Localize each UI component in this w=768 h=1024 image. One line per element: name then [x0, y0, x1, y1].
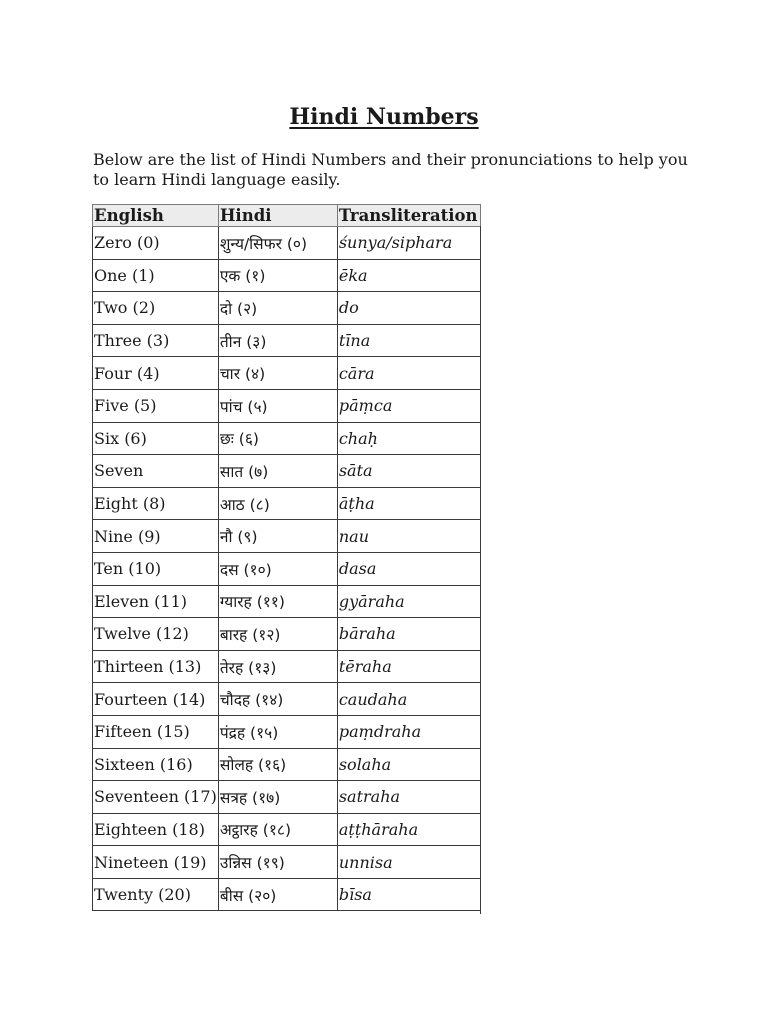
cell-transliteration: aṭṭhāraha — [337, 813, 480, 846]
table-row — [93, 324, 481, 357]
table-row — [93, 552, 481, 585]
cell-transliteration: unnisa — [337, 846, 480, 879]
cell-hindi: तीन (३) — [218, 324, 337, 357]
table-row — [93, 487, 481, 520]
table-row — [93, 781, 481, 814]
table-row — [93, 259, 481, 292]
cell-transliteration: solaha — [337, 748, 480, 781]
table-row — [93, 846, 481, 879]
cell-english: Thirteen (13) — [93, 650, 219, 683]
cell-transliteration: do — [337, 292, 480, 325]
cell-transliteration: paṃdraha — [337, 715, 480, 748]
cell-transliteration: śunya/siphara — [337, 227, 480, 260]
table-row — [93, 715, 481, 748]
cell-transliteration: ēka — [337, 259, 480, 292]
page-title: Hindi Numbers — [289, 104, 479, 130]
cell-hindi: पंद्रह (१५) — [218, 715, 337, 748]
cell-english: Zero (0) — [93, 227, 219, 260]
cell-hindi: चौदह (१४) — [218, 683, 337, 716]
cell-english: Eight (8) — [93, 487, 219, 520]
cell-hindi: चार (४) — [218, 357, 337, 390]
table-row — [93, 455, 481, 488]
cell-hindi: दस (१०) — [218, 552, 337, 585]
table-row — [93, 618, 481, 651]
cell-english: Four (4) — [93, 357, 219, 390]
cell-hindi: पांच (५) — [218, 389, 337, 422]
cell-hindi: तेरह (१३) — [218, 650, 337, 683]
table-row — [93, 520, 481, 553]
cell-hindi: सोलह (१६) — [218, 748, 337, 781]
table-row — [93, 813, 481, 846]
cell-english: Six (6) — [93, 422, 219, 455]
cell-english: One (1) — [93, 259, 219, 292]
hindi-numbers-table — [92, 204, 481, 911]
cell-hindi: शुन्य/सिफर (०) — [218, 227, 337, 260]
table-side-rule — [480, 226, 481, 914]
cell-english: Three (3) — [93, 324, 219, 357]
cell-hindi: नौ (९) — [218, 520, 337, 553]
cell-hindi: एक (१) — [218, 259, 337, 292]
cell-english: Fifteen (15) — [93, 715, 219, 748]
table-body — [93, 227, 481, 911]
table-row — [93, 227, 481, 260]
table-row — [93, 357, 481, 390]
cell-transliteration: bāraha — [337, 618, 480, 651]
cell-english: Seventeen (17) — [93, 781, 219, 814]
cell-hindi: उन्निस (१९) — [218, 846, 337, 879]
cell-english: Fourteen (14) — [93, 683, 219, 716]
table-row — [93, 683, 481, 716]
cell-transliteration: pāṃca — [337, 389, 480, 422]
cell-english: Ten (10) — [93, 552, 219, 585]
table-row — [93, 878, 481, 911]
cell-english: Twenty (20) — [93, 878, 219, 911]
header-transliteration: Transliteration — [337, 205, 480, 227]
header-english: English — [93, 205, 219, 227]
cell-english: Two (2) — [93, 292, 219, 325]
table-row — [93, 422, 481, 455]
cell-english: Five (5) — [93, 389, 219, 422]
table-row — [93, 748, 481, 781]
cell-english: Eighteen (18) — [93, 813, 219, 846]
cell-transliteration: dasa — [337, 552, 480, 585]
cell-english: Sixteen (16) — [93, 748, 219, 781]
cell-hindi: दो (२) — [218, 292, 337, 325]
cell-transliteration: cāra — [337, 357, 480, 390]
cell-hindi: सत्रह (१७) — [218, 781, 337, 814]
cell-english: Twelve (12) — [93, 618, 219, 651]
cell-transliteration: sāta — [337, 455, 480, 488]
cell-hindi: अट्ठारह (१८) — [218, 813, 337, 846]
cell-transliteration: gyāraha — [337, 585, 480, 618]
cell-hindi: छः (६) — [218, 422, 337, 455]
cell-transliteration: satraha — [337, 781, 480, 814]
cell-transliteration: tēraha — [337, 650, 480, 683]
header-row — [93, 205, 481, 227]
cell-hindi: ग्यारह (११) — [218, 585, 337, 618]
table-header — [93, 205, 481, 227]
cell-transliteration: caudaha — [337, 683, 480, 716]
table-row — [93, 389, 481, 422]
cell-hindi: आठ (८) — [218, 487, 337, 520]
cell-english: Nine (9) — [93, 520, 219, 553]
cell-english: Seven — [93, 455, 219, 488]
cell-hindi: बारह (१२) — [218, 618, 337, 651]
cell-transliteration: tīna — [337, 324, 480, 357]
cell-transliteration: bīsa — [337, 878, 480, 911]
cell-transliteration: āṭha — [337, 487, 480, 520]
cell-english: Nineteen (19) — [93, 846, 219, 879]
intro-paragraph: Below are the list of Hindi Numbers and their pronunciations to help you to learn Hindi language easily. — [93, 150, 688, 189]
table-row — [93, 585, 481, 618]
cell-hindi: बीस (२०) — [218, 878, 337, 911]
table-row — [93, 292, 481, 325]
cell-transliteration: chaḥ — [337, 422, 480, 455]
table-row — [93, 650, 481, 683]
cell-english: Eleven (11) — [93, 585, 219, 618]
header-hindi: Hindi — [218, 205, 337, 227]
cell-transliteration: nau — [337, 520, 480, 553]
cell-hindi: सात (७) — [218, 455, 337, 488]
